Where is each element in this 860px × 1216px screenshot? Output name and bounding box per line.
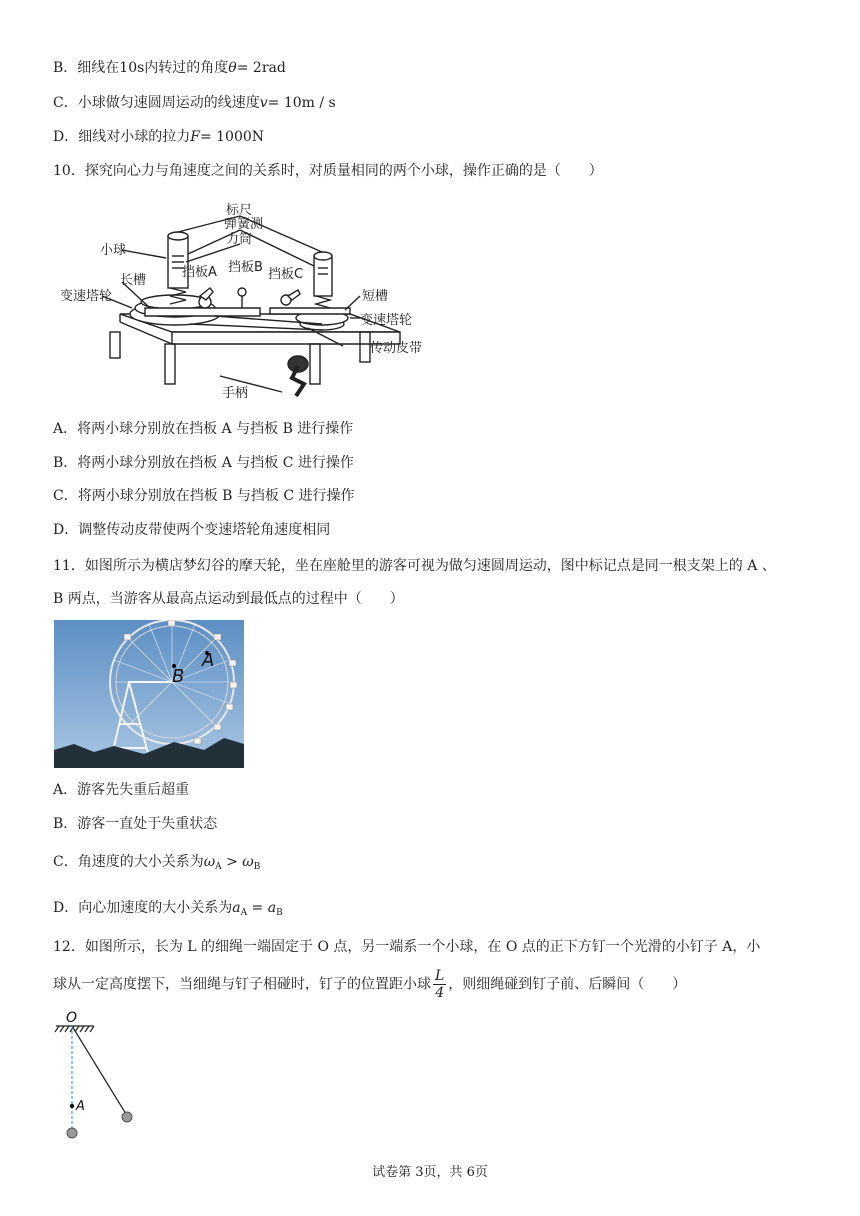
q10-option-a: A．将两小球分别放在挡板 A 与挡板 B 进行操作 bbox=[53, 421, 354, 437]
pendulum-label-a: A bbox=[76, 1099, 85, 1114]
q10-stem: 10．探究向心力与角速度之间的关系时，对质量相同的两个小球，操作正确的是（ ） bbox=[53, 163, 603, 179]
label-spring: 弹簧测 bbox=[224, 217, 264, 232]
ferris-wheel-photo bbox=[54, 620, 244, 768]
q11-option-c: C．角速度的大小关系为$\omega_A > \omega_B$ bbox=[53, 854, 261, 872]
label-ball: 小球 bbox=[100, 243, 127, 258]
pendulum-figure bbox=[50, 1010, 150, 1145]
q10-option-b: B．将两小球分别放在挡板 A 与挡板 C 进行操作 bbox=[53, 455, 354, 471]
q12-stem-line-1: 12．如图所示，长为 L 的细绳一端固定于 O 点，另一端系一个小球，在 O 点的正下方钉一个光滑的小钉子 A，小 bbox=[53, 939, 761, 955]
q11-stem-line-2: B 两点，当游客从最高点运动到最低点的过程中（ ） bbox=[53, 591, 404, 607]
label-handle: 手柄 bbox=[222, 386, 249, 401]
label-spring-2: 力筒 bbox=[226, 232, 253, 247]
ferris-label-a: A bbox=[202, 650, 215, 671]
pendulum-label-o: O bbox=[66, 1010, 78, 1026]
label-baffle-b: 挡板B bbox=[228, 260, 263, 275]
label-tower-right: 变速塔轮 bbox=[360, 313, 413, 328]
q11-option-d: D．向心加速度的大小关系为$a_A = a_B$ bbox=[53, 900, 283, 918]
q10-option-c: C．将两小球分别放在挡板 B 与挡板 C 进行操作 bbox=[53, 488, 355, 504]
label-ruler: 标尺 bbox=[226, 203, 253, 218]
label-baffle-c: 挡板C bbox=[268, 267, 304, 282]
q11-option-b: B．游客一直处于失重状态 bbox=[53, 816, 218, 832]
page-footer: 试卷第 3页，共 6页 bbox=[372, 1165, 488, 1180]
q10-option-d: D．调整传动皮带使两个变速塔轮角速度相同 bbox=[53, 522, 331, 538]
label-short-slot: 短槽 bbox=[362, 289, 389, 304]
q9-option-d: D．细线对小球的拉力F= 1000N bbox=[53, 129, 265, 145]
label-baffle-a: 挡板A bbox=[182, 265, 217, 280]
label-tower-left: 变速塔轮 bbox=[60, 289, 113, 304]
q12-stem-line-2: 球从一定高度摆下，当细绳与钉子相碰时，钉子的位置距小球 $\frac{L}{4}$ ，则细绳碰到钉子前、后瞬间（ ） bbox=[53, 968, 687, 1001]
q9-option-c: C．小球做匀速圆周运动的线速度v= 10m / s bbox=[53, 95, 336, 111]
label-belt: 传动皮带 bbox=[370, 341, 423, 356]
q9-option-b: B．细线在10s内转过的角度θ= 2rad bbox=[53, 60, 286, 76]
ferris-label-b: B bbox=[172, 666, 185, 687]
fraction-l-over-4: $\frac{L}{4}$ bbox=[435, 968, 445, 1001]
q11-stem-line-1: 11．如图所示为横店梦幻谷的摩天轮，坐在座舱里的游客可视为做匀速圆周运动，图中标记点是同一根支架上的 A 、 bbox=[53, 558, 776, 574]
label-long-slot: 长槽 bbox=[120, 273, 147, 288]
centripetal-apparatus-figure bbox=[60, 196, 460, 408]
q11-option-a: A．游客先失重后超重 bbox=[53, 782, 190, 798]
